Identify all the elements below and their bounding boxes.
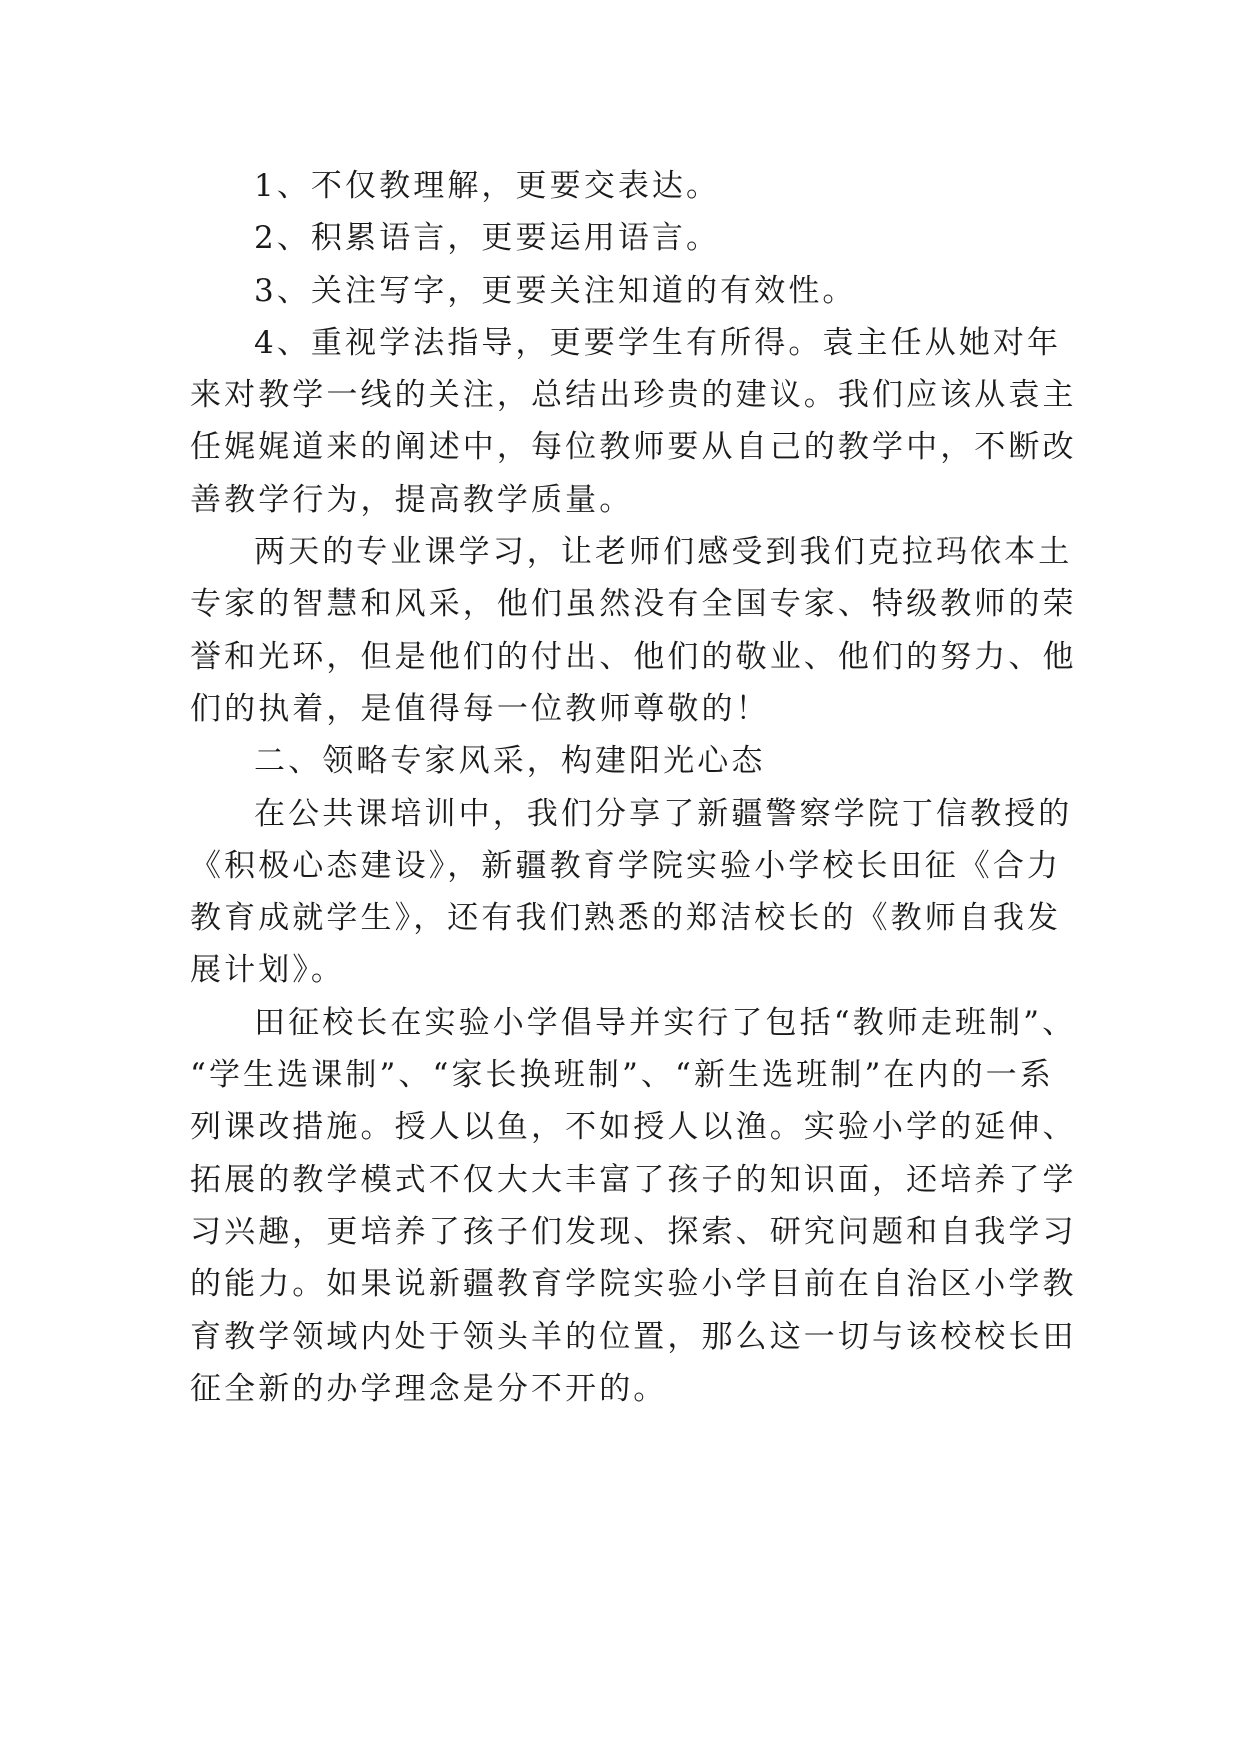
text-line: 展计划》。 [190,952,345,989]
text-line: “学生选课制”、“家长换班制”、“新生选班制”在内的一系 [190,1057,1054,1094]
text-line: 拓展的教学模式不仅大大丰富了孩子的知识面，还培养了学 [190,1161,1077,1198]
text-line: 2、积累语言，更要运用语言。 [254,220,721,257]
text-line: 的能力。如果说新疆教育学院实验小学目前在自治区小学教 [190,1266,1077,1303]
text-line: 来对教学一线的关注，总结出珍贵的建议。我们应该从袁主 [190,377,1077,414]
document-body [190,160,1077,1415]
text-line: 田征校长在实验小学倡导并实行了包括“教师走班制”、 [254,1004,1077,1041]
text-line: 教育成就学生》，还有我们熟悉的郑洁校长的《教师自我发 [190,900,1062,937]
text-line: 1、不仅教理解，更要交表达。 [254,168,721,204]
text-line: 任娓娓道来的阐述中，每位教师要从自己的教学中，不断改 [190,429,1077,466]
text-line: 专家的智慧和风采，他们虽然没有全国专家、特级教师的荣 [190,586,1077,623]
text-line: 在公共课培训中，我们分享了新疆警察学院丁信教授的 [254,795,1073,832]
text-line: 征全新的办学理念是分不开的。 [190,1370,668,1407]
text-line: 们的执着，是值得每一位教师尊敬的！ [190,690,770,727]
text-line: 列课改措施。授人以鱼，不如授人以渔。实验小学的延伸、 [190,1109,1077,1146]
text-line: 3、关注写字，更要关注知道的有效性。 [254,272,857,309]
text-line: 习兴趣，更培养了孩子们发现、探索、研究问题和自我学习 [190,1213,1077,1250]
text-line: 二、领略专家风采，构建阳光心态 [254,743,766,780]
text-line: 两天的专业课学习，让老师们感受到我们克拉玛依本土 [254,534,1073,571]
text-line: 善教学行为，提高教学质量。 [190,481,634,518]
text-line: 育教学领域内处于领头羊的位置，那么这一切与该校校长田 [190,1318,1077,1355]
text-line: 《积极心态建设》，新疆教育学院实验小学校长田征《合力 [190,847,1062,884]
text-line: 4、重视学法指导，更要学生有所得。袁主任从她对年 [254,324,1062,361]
text-line: 誉和光环，但是他们的付出、他们的敬业、他们的努力、他 [190,638,1077,675]
